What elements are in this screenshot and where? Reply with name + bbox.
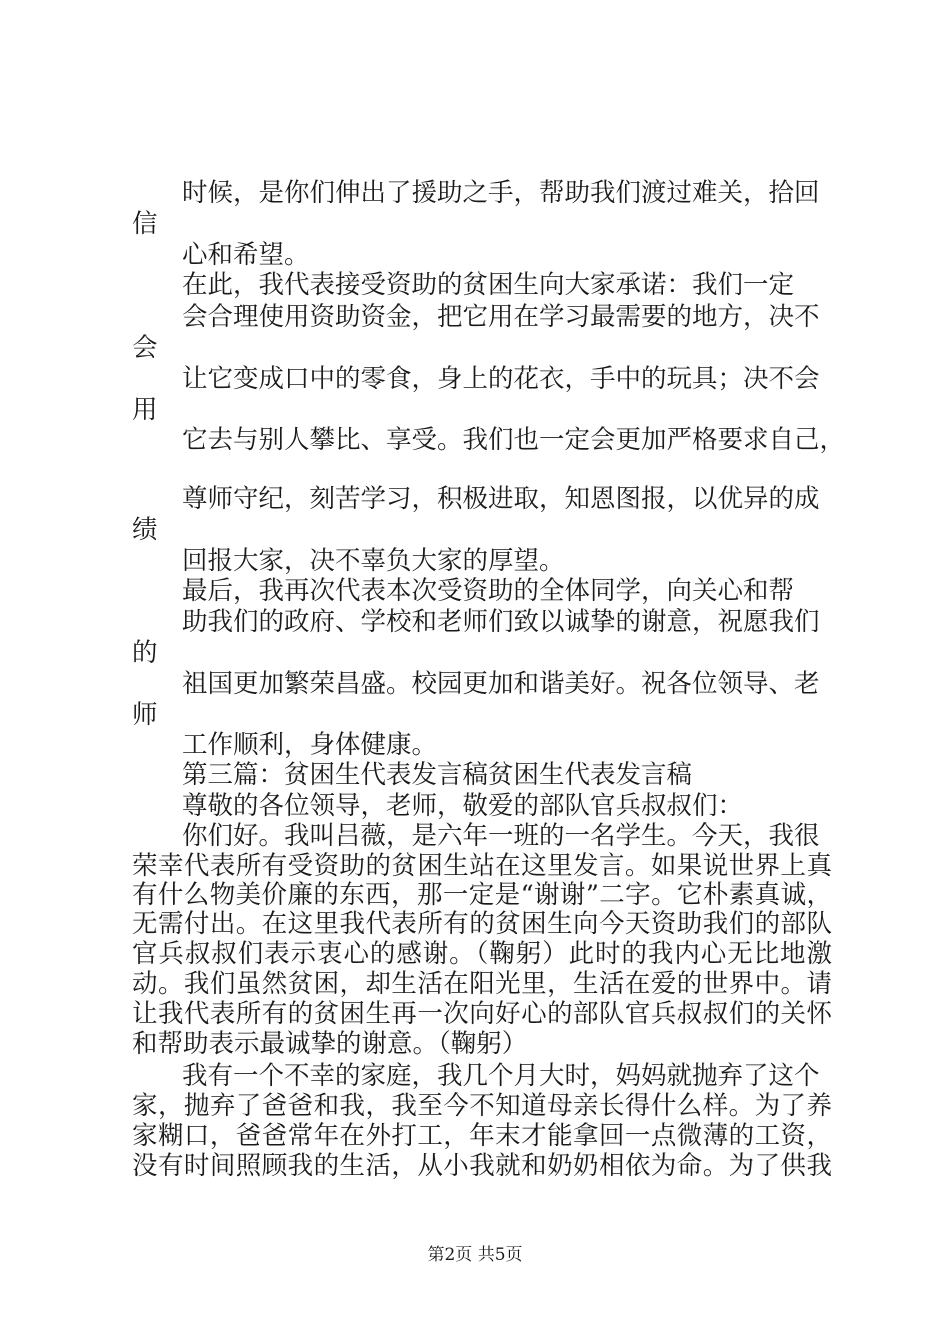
page-number: 第2页 共5页 bbox=[427, 1245, 523, 1265]
line-text: 祖国更加繁荣昌盛。校园更加和谐美好。祝各位领导、老 bbox=[182, 669, 820, 699]
text-line bbox=[0, 1027, 950, 1061]
text-line bbox=[0, 362, 950, 396]
line-text: 有什么物美价廉的东西，那一定是“谢谢”二字。它朴素真诚， bbox=[132, 880, 832, 910]
text-line bbox=[0, 207, 950, 241]
line-text: 无需付出。在这里我代表所有的贫困生向今天资助我们的部队 bbox=[132, 909, 832, 939]
text-line bbox=[0, 819, 950, 853]
text-line bbox=[0, 331, 950, 365]
text-line bbox=[0, 636, 950, 670]
line-text: 会合理使用资助资金，把它用在学习最需要的地方，决不 bbox=[182, 302, 820, 332]
text-line bbox=[0, 482, 950, 516]
text-line bbox=[0, 937, 950, 971]
text-line bbox=[0, 300, 950, 334]
line-text: 最后，我再次代表本次受资助的全体同学，向关心和帮 bbox=[182, 576, 795, 606]
text-line bbox=[0, 1059, 950, 1093]
line-text: 心和希望。 bbox=[182, 240, 310, 270]
line-text: 的 bbox=[132, 638, 158, 668]
line-text: 师 bbox=[132, 700, 158, 730]
text-line bbox=[0, 728, 950, 762]
line-text: 让它变成口中的零食，身上的花衣，手中的玩具；决不会 bbox=[182, 364, 820, 394]
text-line bbox=[0, 1089, 950, 1123]
text-line bbox=[0, 605, 950, 639]
line-text: 它去与别人攀比、享受。我们也一定会更加严格要求自己， bbox=[182, 425, 846, 455]
line-text: 工作顺利，身体健康。 bbox=[182, 730, 438, 760]
line-text: 和帮助表示最诚挚的谢意。（鞠躬） bbox=[132, 1029, 528, 1059]
line-text: 荣幸代表所有受资助的贫困生站在这里发言。如果说世界上真 bbox=[132, 851, 832, 881]
line-text: 会 bbox=[132, 333, 158, 363]
line-text: 我有一个不幸的家庭，我几个月大时，妈妈就抛弃了这个 bbox=[182, 1061, 820, 1091]
line-text: 回报大家，决不辜负大家的厚望。 bbox=[182, 546, 565, 576]
line-text: 时候，是你们伸出了援助之手，帮助我们渡过难关，拾回 bbox=[182, 178, 820, 208]
line-text: 信 bbox=[132, 209, 158, 239]
line-text: 绩 bbox=[132, 515, 158, 545]
text-line bbox=[0, 907, 950, 941]
line-text: 家，抛弃了爸爸和我，我至今不知道母亲长得什么样。为了养 bbox=[132, 1091, 832, 1121]
text-line bbox=[0, 698, 950, 732]
line-text: 让我代表所有的贫困生再一次向好心的部队官兵叔叔们的关怀 bbox=[132, 999, 832, 1029]
line-text: 官兵叔叔们表示衷心的感谢。（鞠躬）此时的我内心无比地激 bbox=[132, 939, 832, 969]
text-line bbox=[0, 513, 950, 547]
text-line bbox=[0, 268, 950, 302]
text-line bbox=[0, 574, 950, 608]
text-line bbox=[0, 544, 950, 578]
line-text: 尊敬的各位领导，老师，敬爱的部队官兵叔叔们： bbox=[182, 791, 744, 821]
text-line bbox=[0, 176, 950, 210]
text-line bbox=[0, 667, 950, 701]
text-line bbox=[0, 789, 950, 823]
text-line bbox=[0, 997, 950, 1031]
line-text: 用 bbox=[132, 395, 158, 425]
line-text: 在此，我代表接受资助的贫困生向大家承诺：我们一定 bbox=[182, 270, 795, 300]
text-line bbox=[0, 238, 950, 272]
text-line bbox=[0, 967, 950, 1001]
section-heading bbox=[0, 758, 950, 792]
line-text: 你们好。我叫吕薇，是六年一班的一名学生。今天，我很 bbox=[182, 821, 820, 851]
text-line bbox=[0, 1149, 950, 1183]
line-text: 助我们的政府、学校和老师们致以诚挚的谢意，祝愿我们 bbox=[182, 607, 820, 637]
text-line bbox=[0, 393, 950, 427]
text-line bbox=[0, 1119, 950, 1153]
line-text: 尊师守纪，刻苦学习，积极进取，知恩图报，以优异的成 bbox=[182, 484, 820, 514]
text-line bbox=[0, 423, 950, 457]
line-text: 没有时间照顾我的生活，从小我就和奶奶相依为命。为了供我 bbox=[132, 1151, 832, 1181]
line-text: 动。我们虽然贫困，却生活在阳光里，生活在爱的世界中。请 bbox=[132, 969, 832, 999]
line-text: 家糊口，爸爸常年在外打工，年末才能拿回一点微薄的工资， bbox=[132, 1121, 832, 1151]
line-text: 第三篇：贫困生代表发言稿贫困生代表发言稿 bbox=[182, 760, 693, 790]
